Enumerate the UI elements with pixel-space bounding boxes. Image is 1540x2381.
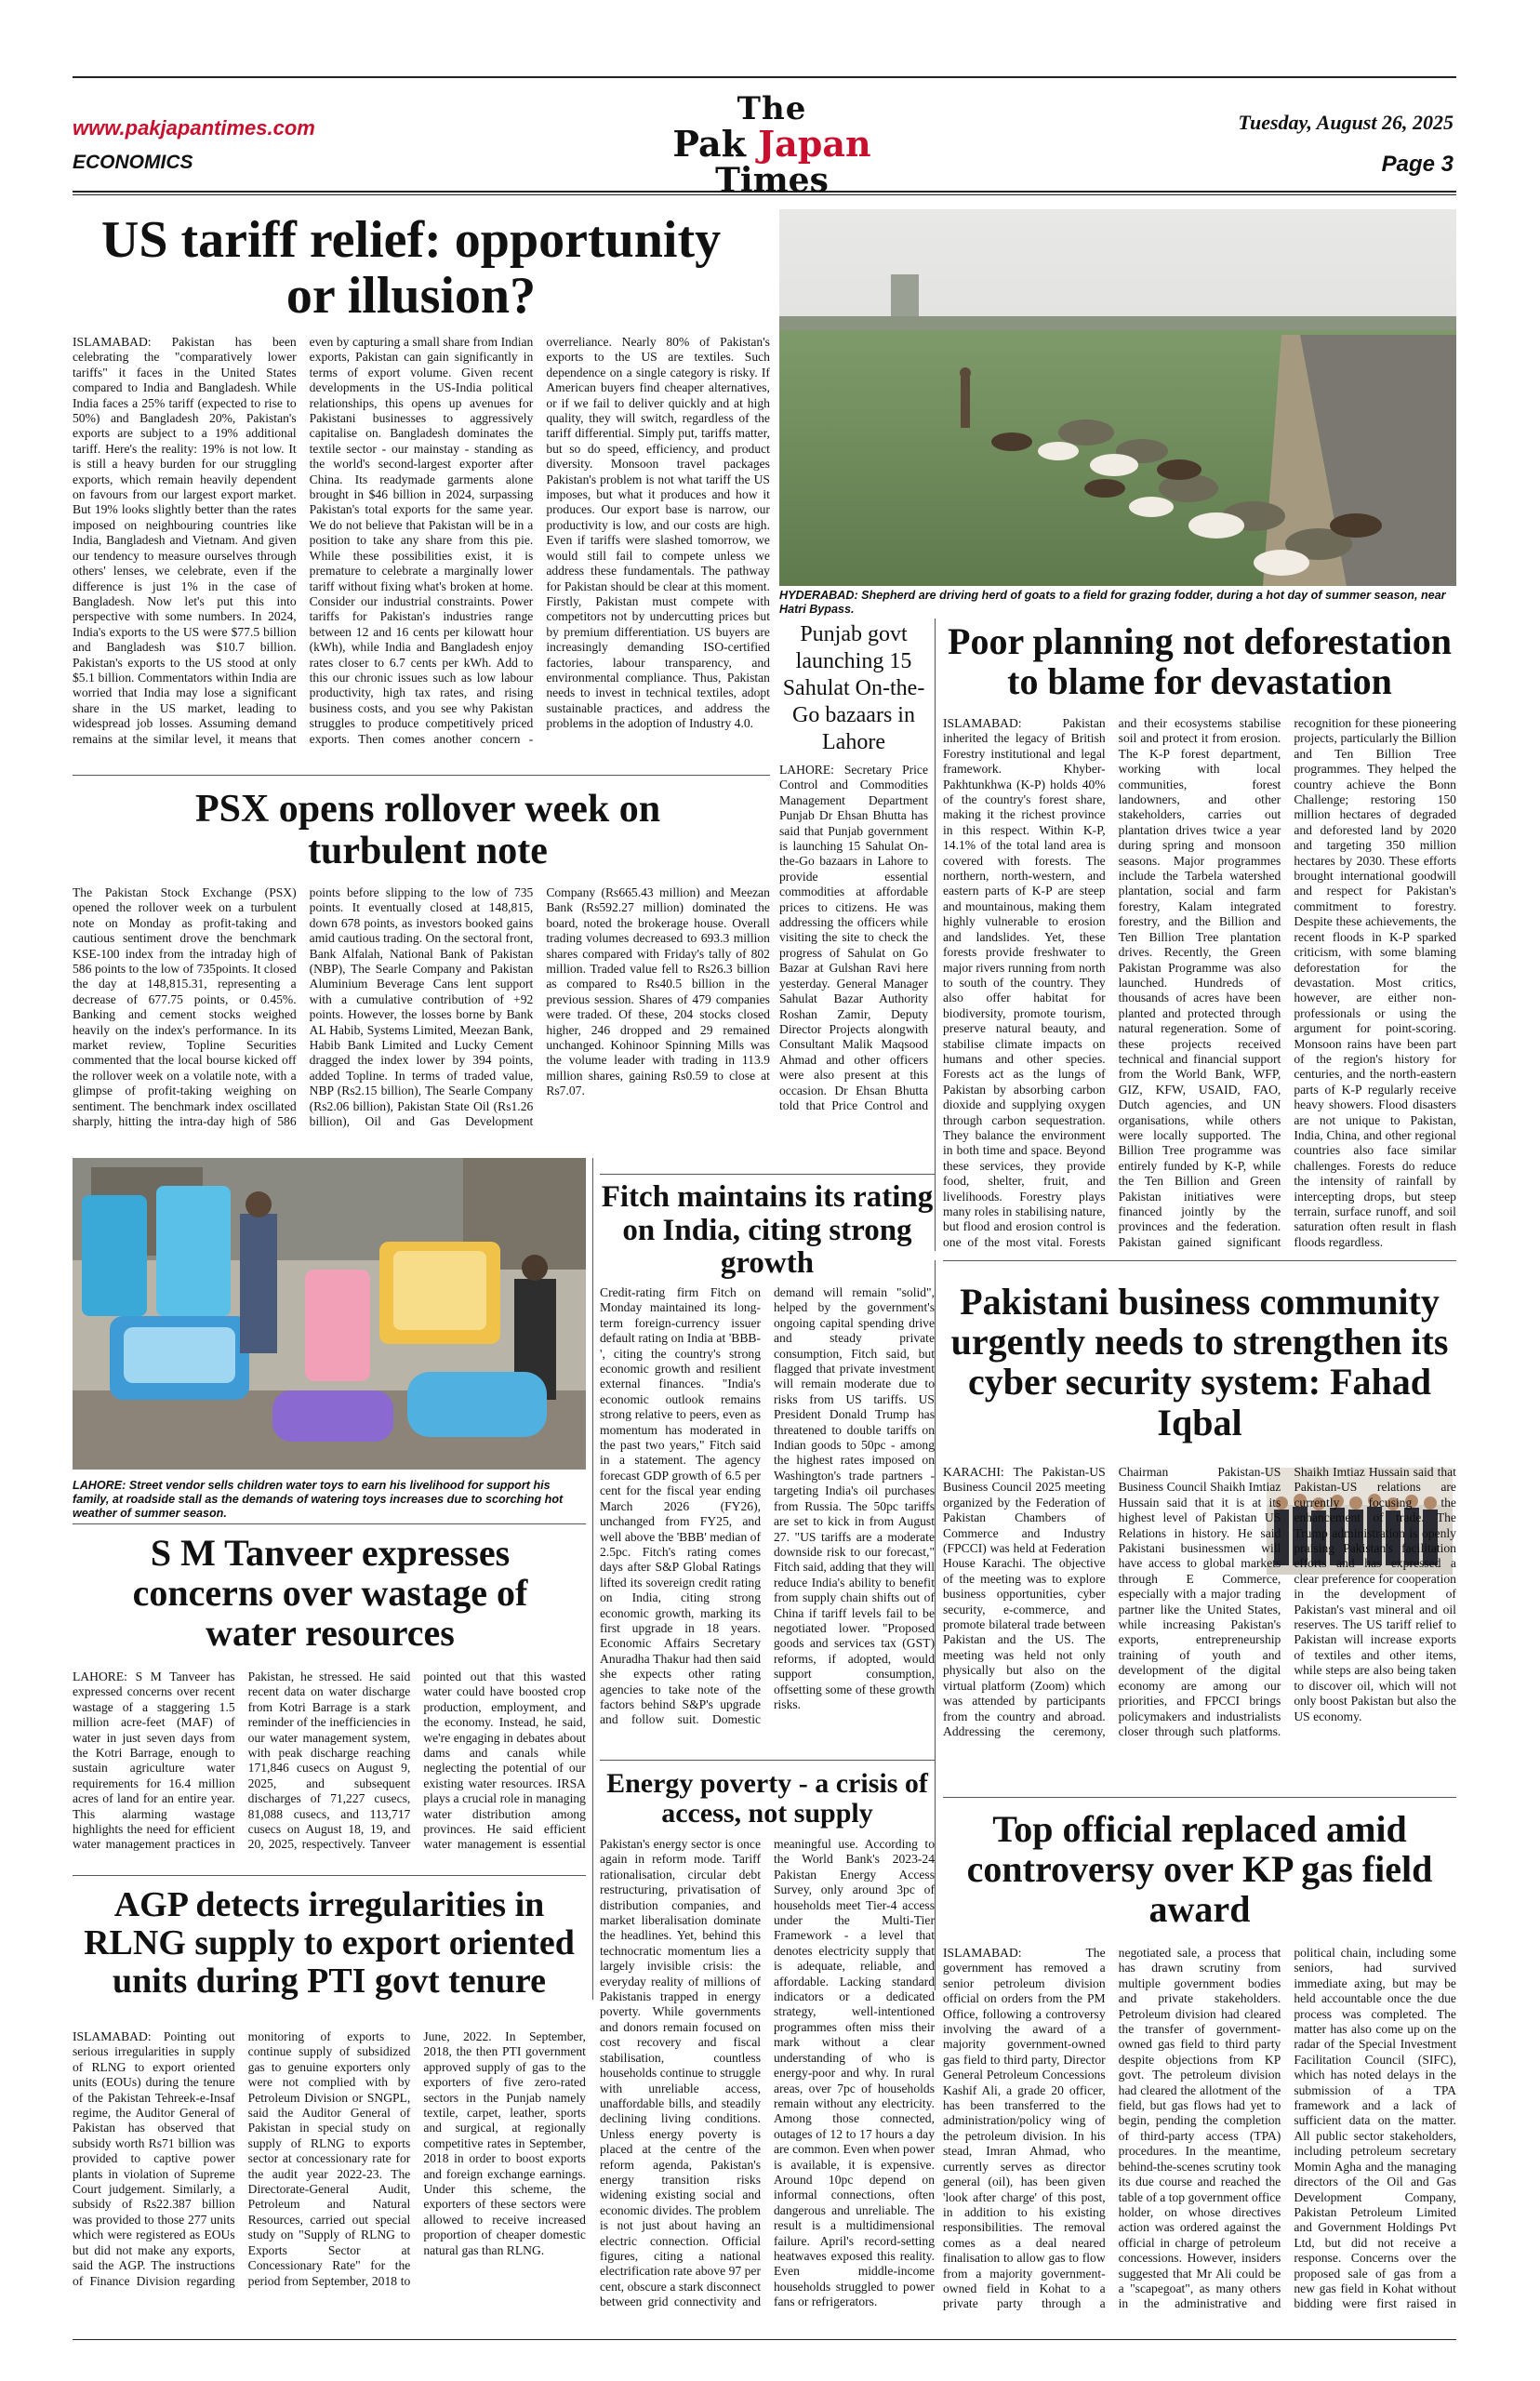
divider (73, 1523, 586, 1524)
masthead-the: The (737, 90, 807, 127)
deforestation-body: ISLAMABAD: Pakistan inherited the legacy of British Forestry institutional and legal framework. Khyber-Pakhtunkhwa (K-P) holds 40% of the country's forest share, making it the richest province in this respect. Within K-P, 14.1% of the total land area is covered with forests. The northern, north-western, and eastern parts of K-P are steep and mountainous, making them highly vulnerable to erosion and landslides. Yet, these forests provide freshwater to major rivers running from north to south of the country. They also offer habitat for biodiversity, promote tourism, preserve natural beauty, and stabilise climate impacts on humans and other species. Forests act as the lungs of Pakistan by absorbing carbon dioxide and supplying oxygen through carbon sequestration. They balance the environment in both time and space. Beyond these services, they provide food, shelter, fruit, and livelihoods. Forestry plays many roles in stabilising nature, but flood and erosion control is one of the most vital. Forests and their ecosystems stabilise soil and protect it from erosion. The K-P forest department, working with local communities, forest landowners, and other stakeholders, carries out plantation drives twice a year during spring and monsoon seasons. Major programmes include the Tarbela watershed plantation, social and farm forestry, Kalam integrated forestry, and the Billion and Ten Billion Tree plantation drives. Recently, the Green Pakistan Programme was also launched. Hundreds of thousands of acres have been planted and protected through natural regeneration. Some of these projects received technical and financial support from the World Bank, WFP, GIZ, KFW, USAID, FAO, Dutch agencies, and UN organisations, while others were locally supported. The Billion Tree programme was entirely funded by K-P, while the Ten Billion and Green Pakistan initiatives were financed jointly by the provinces and the federation. Pakistan gained significant recognition for these pioneering projects, particularly the Billion and Ten Billion Tree programmes. They helped the country achieve the Bonn Challenge; restoring 150 million hectares of degraded and deforested land by 2020 and targeting 350 million hectares by 2030. These efforts brought international goodwill and respect for Pakistan's commitment to forestry. Despite these achievements, the recent floods in K-P sparked criticism, with some blaming deforestation for the devastation. Most critics, however, are either non-professionals or using the argument for point-scoring. Monsoon rains have been part of the region's history for centuries, and the north-eastern parts of K-P regularly receive heavy showers. Flood disasters are not unique to Pakistan, India, China, and other regional countries also face similar challenges. Forests do reduce the intensity of rainfall by intercepting drops, but steep terrain, surface runoff, and soil saturation often result in flash floods regardless. (943, 716, 1456, 1249)
tariff-headline: US tariff relief: opportunity or illusion? (100, 211, 722, 326)
psx-headline: PSX opens rollover week on turbulent note (194, 788, 661, 873)
divider (943, 1260, 1456, 1261)
masthead-japan: Japan (758, 123, 871, 165)
section-label: ECONOMICS (73, 152, 193, 173)
divider (73, 775, 770, 776)
fitch-body: Credit-rating firm Fitch on Monday maintained its long-term foreign-currency issuer default rating on India at 'BBB-', citing the country's strong economic growth and resilient external finances. "India's economic outlook remains strong relative to peers, even as momentum has moderated in the past two years," Fitch said in a statement. The agency forecast GDP growth of 6.5 per cent for the fiscal year ending March 2026 (FY26), unchanged from FY25, and well above the 'BBB' median of 2.5pc. Fitch's rating comes days after S&P Global Ratings lifted its sovereign credit rating on India, citing strong economic growth, marking its first upgrade in 18 years. Economic Affairs Secretary Anuradha Thakur had then said she expects other rating agencies to take note of the factors behind S&P's upgrade and follow suit. Domestic demand will remain "solid", helped by the government's ongoing capital spending drive and steady private consumption, Fitch said, but flagged that private investment will remain moderate due to risks from US tariffs. US President Donald Trump has threatened to double tariffs on Indian goods to 50pc - among the highest rates imposed on Washington's trade partners - targeting India's oil purchases from Russia. The 50pc tariffs are set to kick in from August 27. "US tariffs are a moderate downside risk to our forecast," Fitch said, adding that they will reduce India's ability to benefit from supply chain shifts out of China if tariff levels fail to be negotiated lower. "Proposed goods and services tax (GST) reforms, if adopted, would support consumption, offsetting some of these growth risks. (600, 1285, 935, 1727)
goats-photo-caption: HYDERABAD: Shepherd are driving herd of goats to a field for grazing fodder, during a hot day of summer season, near Hatri Bypass. (779, 589, 1446, 616)
divider (943, 1797, 1456, 1798)
punjab-headline: Punjab govt launching 15 Sahulat On-the-Go bazaars in Lahore (782, 622, 925, 754)
divider (600, 1760, 935, 1761)
masthead-pak-japan (604, 123, 939, 165)
masthead-times: Times (715, 161, 829, 200)
kp-gas-body: ISLAMABAD: The government has removed a senior petroleum division official on orders from the PM Office, following a controversy involving the award of a majority government-owned gas field to third party, Director General Petroleum Concessions Kashif Ali, a grade 20 officer, has been transferred to the administration/policy wing of the petroleum division. In his stead, Imran Ahmad, who currently serves as director general (oil), has been given 'look after charge' of this post, in addition to his existing responsibilities. The removal comes as a deal neared finalisation to allow gas to flow from a majority government-owned field in Kohat to a private party through a negotiated sale, a process that has drawn scrutiny from multiple government bodies and private stakeholders. Petroleum division had cleared the transfer of government-owned gas field to third party despite objections from KP govt. The petroleum division had cleared the allotment of the field, but gas flows had yet to begin, pending the completion of third-party access (TPA) procedures. In the meantime, behind-the-scenes scrutiny took its due course and reached the table of a top government office holder, on whose directives action was ordered against the official in charge of petroleum concessions. However, insiders suggested that Mr Ali could be a "scapegoat", as many others in the administrative and political chain, including some seniors, had survived immediate axing, but may be held accountable once the due process was completed. The matter has also come up on the radar of the Special Investment Facilitation Council (SIFC), which has noted delays in the submission of a TPA framework and a lack of sufficient data on the matter. All public sector stakeholders, including petroleum secretary Momin Agha and the managing directors of the Oil and Gas Development Company, Pakistan Petroleum Limited and Government Holdings Pvt Ltd, but did not receive a response. Concerns over the proposed sale of gas from a new gas field in Kohat without bidding were first raised in (943, 1946, 1456, 2311)
divider (935, 1260, 936, 1990)
goats-photo-image (779, 209, 1456, 586)
agp-headline: AGP detects irregularities in RLNG supply to export oriented units during PTI govt tenure (84, 1885, 575, 2002)
agp-body: ISLAMABAD: Pointing out serious irregularities in supply of RLNG to export oriented units (EOUs) during the tenure of the Pakistan Tehreek-e-Insaf regime, the Auditor General of Pakistan has observed that subsidy worth Rs71 billion was provided to captive power plants in violation of Supreme Court judgement. Similarly, a subsidy of Rs22.387 billion was provided to those 277 units which were registered as EOUs but did not make any exports, said the AGP. The instructions of Finance Division regarding monitoring of exports to continue supply of subsidized gas to genuine exporters only were not complied with by Petroleum Division or SNGPL, said the Auditor General of Pakistan in special study on supply of RLNG to exports sector at concessionary rate for the audit year 2022-23. The Directorate-General Audit, Petroleum and Natural Resources, carried out special study on "Supply of RLNG to Exports Sector at Concessionary Rate" for the period from September, 2018 to June, 2022. In September, 2018, the then PTI government approved supply of gas to the exporters of five zero-rated sectors in the Punjab namely textile, carpet, leather, sports and surgical, at regionally competitive rates in September, 2018 in order to boost exports and foreign exchange earnings. Under this scheme, the exporters of these sectors were allowed to receive increased proportion of cheaper domestic natural gas than RLNG. (73, 2029, 586, 2288)
masthead-pak: Pak (672, 123, 746, 165)
goats-photo (779, 209, 1456, 586)
energy-headline: Energy poverty - a crisis of access, not supply (606, 1768, 928, 1829)
toys-photo-image (73, 1158, 586, 1470)
issue-date: Tuesday, August 26, 2025 (1238, 111, 1454, 134)
bottom-rule (73, 2339, 1456, 2340)
toys-photo (73, 1158, 586, 1470)
tanveer-body: LAHORE: S M Tanveer has expressed concerns over recent wastage of a staggering 1.5 million acre-feet (MAF) of water in just seven days from the Kotri Barrage, enough to sustain agriculture water requirements for 16.4 million acres of land for an entire year. This alarming wastage highlights the need for efficient water management practices in Pakistan, he stressed. He said recent data on water discharge from Kotri Barrage is a stark reminder of the inefficiencies in our water management system, with peak discharge reaching 171,846 cusecs on August 9, 2025, and subsequent discharges of 71,227 cusecs, 81,088 cusecs, and 113,717 cusecs on August 18, 19, and 20, 2025, respectively. Tanveer pointed out that this wasted water could have boosted crop production, employment, and the economy. Instead, he said, we're engaging in debates about dams and canals while neglecting the potential of our existing water resources. IRSA plays a crucial role in managing water distribution among provinces. He said efficient water management is essential (73, 1669, 586, 1852)
toys-photo-caption: LAHORE: Street vendor sells children water toys to earn his livelihood for support his family, at roadside stall as the demands of watering toys increases due to scorching hot weather of summer season. (73, 1479, 564, 1520)
masthead-logo (604, 90, 939, 200)
divider (935, 619, 936, 1251)
fitch-headline: Fitch maintains its rating on India, citing strong growth (601, 1180, 934, 1281)
tariff-body: ISLAMABAD: Pakistan has been celebrating the "comparatively lower tariffs" it faces in the United States compared to India and Bangladesh. While India faces a 25% tariff (expected to rise to 50%) and Bangladesh 20%, Pakistan's exports are subject to a 19% additional tariff. Here's the reality: 19% is not low. It is still a heavy burden for our struggling exports, which remain heavily dependent on favours from our largest export market. But 19% looks slightly better than the rates imposed on neighbouring countries like India, Bangladesh and Vietnam. And given our tendency to measure ourselves through others' lenses, we celebrate, even if the difference is just 1% in the case of Bangladesh. Now let's put this into perspective with some numbers. In 2024, India's exports to the US were $77.5 billion and Bangladesh was $10.7 billion. Pakistan's exports to the US stood at only $5.1 billion. Commentators within India are worried that India may lose a significant share in the US market, leading to widespread job losses. Assuming demand remains at the similar level, it means that even by capturing a small share from Indian exports, Pakistan can gain significantly in terms of export volume. Given recent developments in the US-India political relationships, this opens up avenues for Pakistani businesses to aggressively capitalise on. Bangladesh dominates the textile sector - our mainstay - standing as the world's second-largest exporter after China. Its readymade garments alone brought in $46 billion in 2024, surpassing Pakistan's total exports for the same year. We do not believe that Pakistan will be in a position to take any share from this pie. While these possibilities exist, it is premature to celebrate a marginally lower tariff without fixing what's broken at home. Consider our industrial constraints. Power tariffs for Pakistan's industries range between 12 and 16 cents per kilowatt hour (kWh), while India and Bangladesh enjoy rates closer to 6.7 cents per kWh. Add to this our chronic issues such as low labour productivity, high tax rates, and rising business costs, and you see why Pakistan struggles to produce competitively priced exports. Then comes another concern - overreliance. Nearly 80% of Pakistan's exports to the US are textiles. Such dependence on a single category is risky. If American buyers find cheaper alternatives, or if we fail to deliver quickly and at high quality, they will switch, regardless of the tariff differential. Simply put, tariffs matter, but so do speed, efficiency, and product diversity. Monsoon travel packages Pakistan's problem is not what tariff the US imposes, but what it produces and how it produces. Our export base is narrow, our productivity is low, and our costs are high. Even if tariffs were slashed tomorrow, we would still fail to compete unless we address these fundamentals. The pathway for Pakistan should be clear at this moment. Firstly, Pakistan must compete with competitors not by undercutting prices but by premium differentiation. US buyers are increasingly demanding ISO-certified factories, labour transparency, and environmental compliance. Thus, Pakistan needs to invest in technical textiles, adopt sustainable practices, and address the problems in the adoption of Industry 4.0. (73, 335, 770, 746)
divider (600, 1174, 935, 1175)
divider (592, 1158, 593, 2000)
energy-body: Pakistan's energy sector is once again in reform mode. Tariff rationalisation, circular debt restructuring, privatisation of distribution companies, and market liberalisation dominate the headlines. Yet, behind this technocratic momentum lies a largely invisible crisis: the everyday reality of millions of Pakistanis trapped in energy poverty. While governments and donors remain focused on cost recovery and fiscal stabilisation, countless households continue to struggle with unreliable access, unaffordable bills, and steadily declining living conditions. Unless energy poverty is placed at the centre of the reform agenda, Pakistan's energy transition risks widening existing social and economic divides. The problem is not just about having an electric connection. Official figures, citing a national electrification rate above 97 per cent, obscure a stark disconnect between grid connectivity and meaningful use. According to the World Bank's 2023-24 Pakistan Energy Access Survey, only around 3pc of households meet Tier-4 access under the Multi-Tier Framework - a level that denotes electricity supply that is adequate, reliable, and affordable. Lacking standard indicators or a dedicated strategy, well-intentioned programmes often miss their mark without a clear understanding of who is energy-poor and why. In rural areas, over 7pc of households remain without any electricity. Among those connected, outages of 12 to 17 hours a day are common. Even when power is available, it is expensive. Around 10pc depend on informal connections, often dangerous and unreliable. The result is a multidimensional failure. April's record-setting heatwaves exposed this reality. Even middle-income households struggled to power fans or refrigerators. (600, 1837, 935, 2309)
deforestation-headline: Poor planning not deforestation to blame for devastation (948, 620, 1452, 703)
page-number: Page 3 (1381, 152, 1454, 177)
divider (73, 1875, 586, 1876)
top-rule (73, 76, 1456, 78)
psx-body: The Pakistan Stock Exchange (PSX) opened the rollover week on a turbulent note on Monday as profit-taking and cautious sentiment drove the benchmark KSE-100 index from the intraday high of 586 points to the low of 735points. It closed the day at 148,815.31, representing a decrease of 677.75 points, or 0.45%. Banking and cement stocks weighed heavily on the index's performance. In its market review, Topline Securities commented that the local bourse kicked off the rollover week on a volatile note, with a glimpse of profit-taking weighing on sentiment. The benchmark index oscillated sharply, hitting the intra-day high of 586 points before slipping to the low of 735 points. It eventually closed at 148,815, down 678 points, as investors booked gains amid cautious trading. On the sectoral front, Bank Alfalah, National Bank of Pakistan (NBP), The Searle Company and Pakistan Aluminium Beverage Cans lent support with a cumulative contribution of +92 points. However, the losses borne by Bank AL Habib, Systems Limited, Meezan Bank, Habib Bank Limited and Lucky Cement dragged the index lower by 394 points, added Topline. In terms of traded value, NBP (Rs2.15 billion), The Searle Company (Rs2.06 billion), Pakistan State Oil (Rs1.26 billion), Oil and Gas Development Company (Rs665.43 million) and Meezan Bank (Rs592.27 million) dominated the board, noted the brokerage house. Overall trading volumes decreased to 693.3 million shares compared with Friday's tally of 802 million. Traded value fell to Rs26.3 billion as compared to Rs40.5 billion in the previous session. Shares of 479 companies were traded. Of these, 204 stocks closed higher, 246 dropped and 29 remained unchanged. Kohinoor Spinning Mills was the volume leader with trading in 113.9 million shares, gaining Rs0.59 to close at Rs7.07. (73, 885, 770, 1129)
cyber-body: KARACHI: The Pakistan-US Business Council 2025 meeting organized by the Federation of Pakistan Chambers of Commerce and Industry (FPCCI) was held at Federation House Karachi. The objective of the meeting was to explore business opportunities, cyber security, e-commerce, and promote bilateral trade between Pakistan and the US. The meeting was held not only physically but also on the virtual platform (Zoom) which was attended by participants from the country and abroad. Addressing the ceremony, Chairman Pakistan-US Business Council Shaikh Imtiaz Hussain said that it is at its highest level of Pakistan US Relations in history. He said Pakistani businessmen will have access to global markets through E Commerce, especially with a major trading partner like the United States, while increasing Pakistan's exports, entrepreneurship training of youth and development of the digital economy are among our priorities, and FPCCI brings policymakers and industrialists closer through such platforms. Shaikh Imtiaz Hussain said that Pakistan-US relations are currently focusing the enhancement of trade. The Trump administration is openly praising Pakistan's facilitation efforts and has expressed a clear preference for cooperation in the development of Pakistan's vast mineral and oil reserves. The US tariff relief to Pakistan will increase exports of textiles and other items, while steps are also being taken to discover oil, which will not only boost Pakistan but also the US economy. (943, 1465, 1456, 1738)
kp-gas-headline: Top official replaced amid controversy over KP gas field award (966, 1808, 1433, 1931)
cyber-headline: Pakistani business community urgently needs to strengthen its cyber security system: Fahad Iqbal (950, 1281, 1449, 1443)
site-url[interactable]: www.pakjapantimes.com (73, 116, 315, 140)
tanveer-headline: S M Tanveer expresses concerns over wastage of water resources (132, 1532, 528, 1655)
punjab-body: LAHORE: Secretary Price Control and Commodities Management Department Punjab Dr Ehsan Bhutta has said that Punjab government is launching 15 Sahulat On-the-Go bazaars in Lahore to provide essential commodities at affordable prices to citizens. He was addressing the officers while visiting the site to check the progress of Sahulat on Go Bazar at Gulshan Ravi here yesterday. General Manager Sahulat Bazar Authority Roshan Zamir, Deputy Director Projects alongwith Consultant Malik Maqsood Ahmad and other officers were also present at this occasion. Dr Ehsan Bhutta told that Price Control and (779, 763, 928, 1112)
